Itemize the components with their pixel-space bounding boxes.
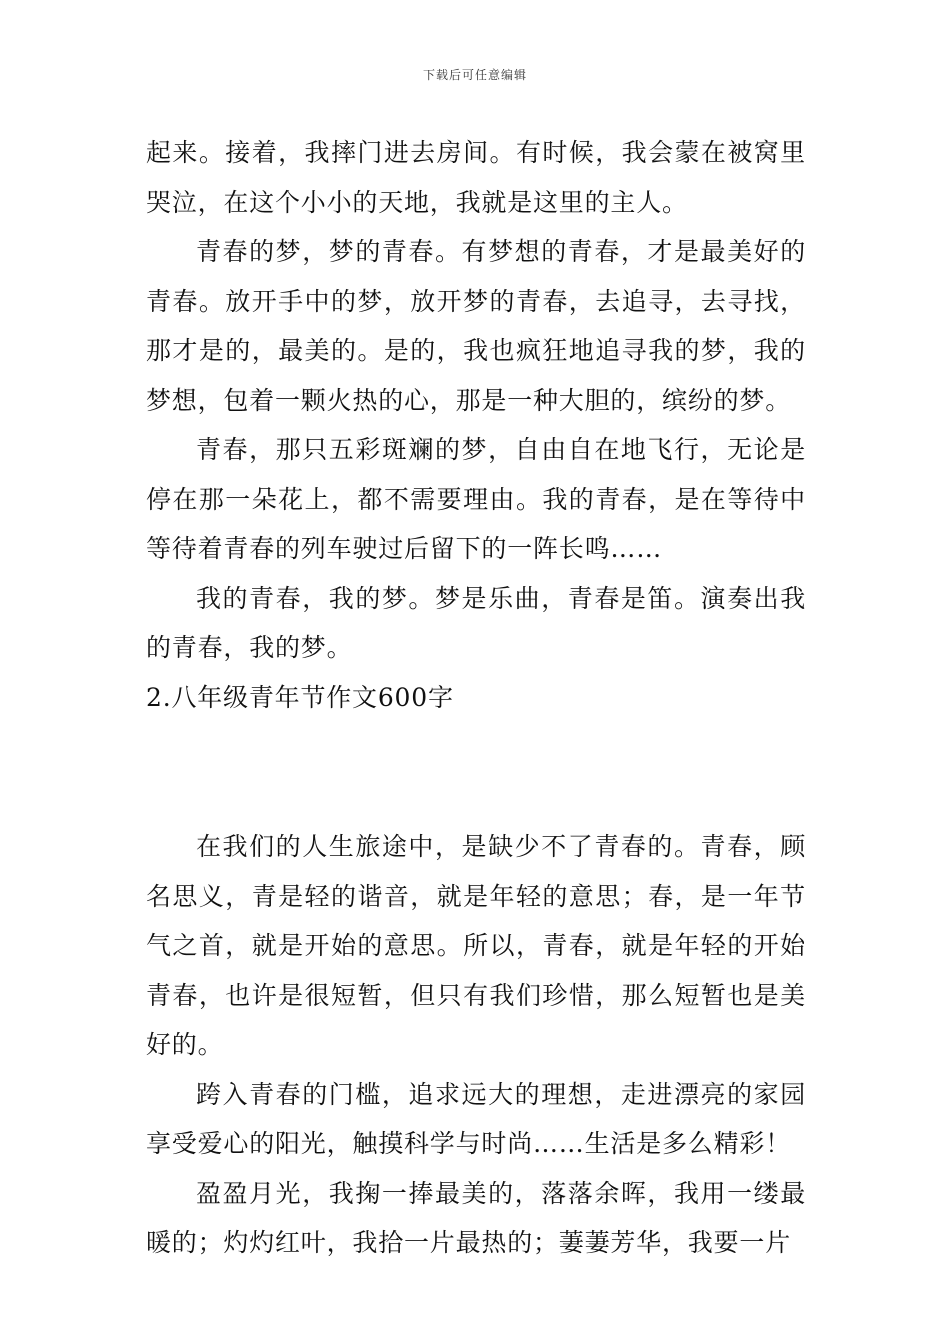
paragraph-continued: 起来。接着，我摔门进去房间。有时候，我会蒙在被窝里哭泣，在这个小小的天地，我就是这里的主人。 — [146, 138, 806, 217]
paragraph: 在我们的人生旅途中，是缺少不了青春的。青春，顾名思义，青是轻的谐音，就是年轻的意思；春，是一年节气之首，就是开始的意思。所以，青春，就是年轻的开始青春，也许是很短暂，但只有我们珍惜，那么短暂也是美好的。 — [146, 832, 806, 1059]
paragraph: 跨入青春的门槛，追求远大的理想，走进漂亮的家园享受爱心的阳光，触摸科学与时尚……生活是多么精彩！ — [146, 1079, 806, 1158]
paragraph: 我的青春，我的梦。梦是乐曲，青春是笛。演奏出我的青春，我的梦。 — [146, 583, 806, 662]
section-heading: 2.八年级青年节作文600字 — [146, 682, 454, 712]
paragraph: 盈盈月光，我掬一捧最美的，落落余晖，我用一缕最暖的；灼灼红叶，我拾一片最热的；萋萋芳华，我要一片 — [146, 1178, 806, 1257]
page-header: 下载后可任意编辑 — [422, 68, 527, 82]
paragraph: 青春，那只五彩斑斓的梦，自由自在地飞行，无论是停在那一朵花上，都不需要理由。我的青春，是在等待中等待着青春的列车驶过后留下的一阵长鸣…… — [146, 435, 806, 563]
paragraph: 青春的梦，梦的青春。有梦想的青春，才是最美好的青春。放开手中的梦，放开梦的青春，去追寻，去寻找，那才是的，最美的。是的，我也疯狂地追寻我的梦，我的梦想，包着一颗火热的心，那是一种大胆的，缤纷的梦。 — [146, 237, 806, 415]
blank-space — [146, 722, 806, 822]
document-body — [146, 128, 806, 1268]
